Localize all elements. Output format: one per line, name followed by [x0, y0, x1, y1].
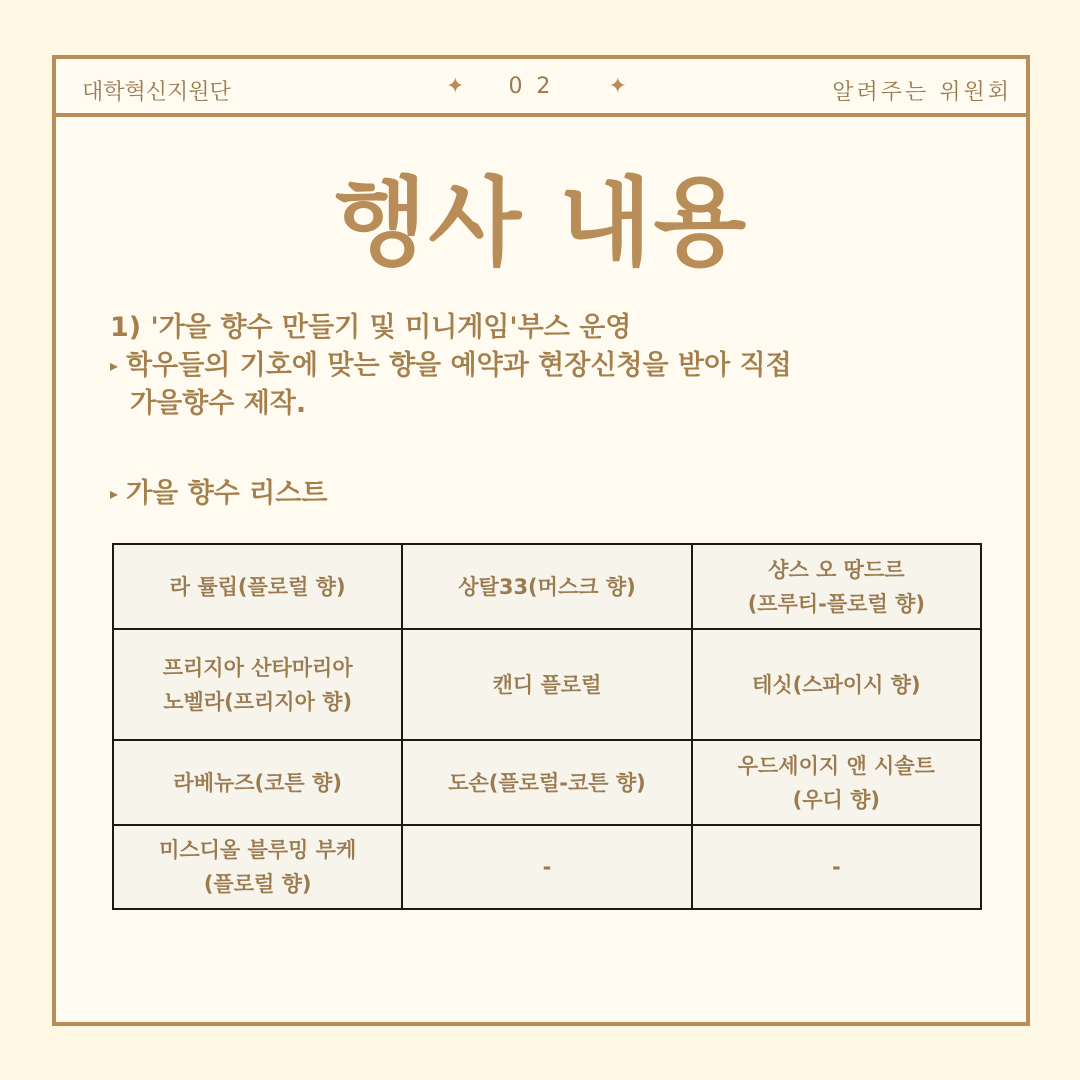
event-description	[110, 309, 990, 423]
table-cell	[692, 825, 981, 909]
committee-name: 알려주는 위원회	[832, 80, 1012, 105]
perfume-name: -	[831, 855, 841, 879]
page-number: 02	[508, 74, 565, 99]
table-cell	[402, 740, 691, 825]
perfume-list-heading-text: 가을 향수 리스트	[126, 478, 328, 509]
booth-title: 1) '가을 향수 만들기 및 미니게임'부스 운영	[110, 312, 632, 343]
perfume-name: 도손(플로럴-코튼 향)	[448, 770, 646, 795]
perfume-name: (플로럴 향)	[203, 872, 312, 896]
perfume-name: 노벨라(프리지아 향)	[163, 689, 353, 714]
perfume-name: 샹스 오 땅드르	[768, 557, 905, 582]
table-cell	[402, 825, 691, 909]
perfume-name: 라 튤립(플로럴 향)	[169, 574, 346, 599]
table-row	[113, 629, 981, 740]
perfume-name: 테싯(스파이시 향)	[752, 672, 921, 697]
perfume-name: 상탈33(머스크 향)	[458, 574, 636, 599]
bullet-icon: ▸	[110, 484, 119, 503]
perfume-name: 우드세이지 앤 시솔트	[737, 753, 935, 778]
table-cell	[692, 544, 981, 629]
diamond-icon: ✦	[608, 74, 627, 99]
table-cell	[402, 544, 691, 629]
perfume-table	[112, 543, 982, 910]
perfume-list-heading	[110, 471, 327, 510]
table-cell	[113, 740, 402, 825]
perfume-name: (우디 향)	[792, 787, 881, 812]
table-cell	[113, 629, 402, 740]
perfume-name: 라베뉴즈(코튼 향)	[173, 770, 342, 795]
booth-description-cont: 가을향수 제작.	[130, 388, 307, 419]
table-cell	[113, 825, 402, 909]
table-row	[113, 825, 981, 909]
organization-name: 대학혁신지원단	[82, 80, 231, 105]
booth-description-text: 학우들의 기호에 맞는 향을 예약과 현장신청을 받아 직접	[126, 350, 792, 381]
table-cell	[692, 629, 981, 740]
table-cell	[692, 740, 981, 825]
perfume-name: 프리지아 산타마리아	[162, 655, 353, 680]
diamond-icon: ✦	[446, 74, 465, 99]
perfume-name: (프루티-플로럴 향)	[747, 591, 925, 616]
page-title: 행사 내용	[333, 167, 749, 279]
content-frame	[52, 55, 1030, 1026]
perfume-name: 미스디올 블루밍 부케	[159, 838, 357, 862]
table-cell	[113, 544, 402, 629]
header-bar	[56, 59, 1026, 117]
booth-description	[110, 347, 990, 385]
table-row	[113, 544, 981, 629]
table-cell	[402, 629, 691, 740]
table-row	[113, 740, 981, 825]
perfume-name: -	[542, 855, 552, 879]
page-number-group	[446, 74, 627, 99]
perfume-name: 캔디 플로럴	[492, 672, 602, 697]
bullet-icon: ▸	[110, 356, 119, 375]
